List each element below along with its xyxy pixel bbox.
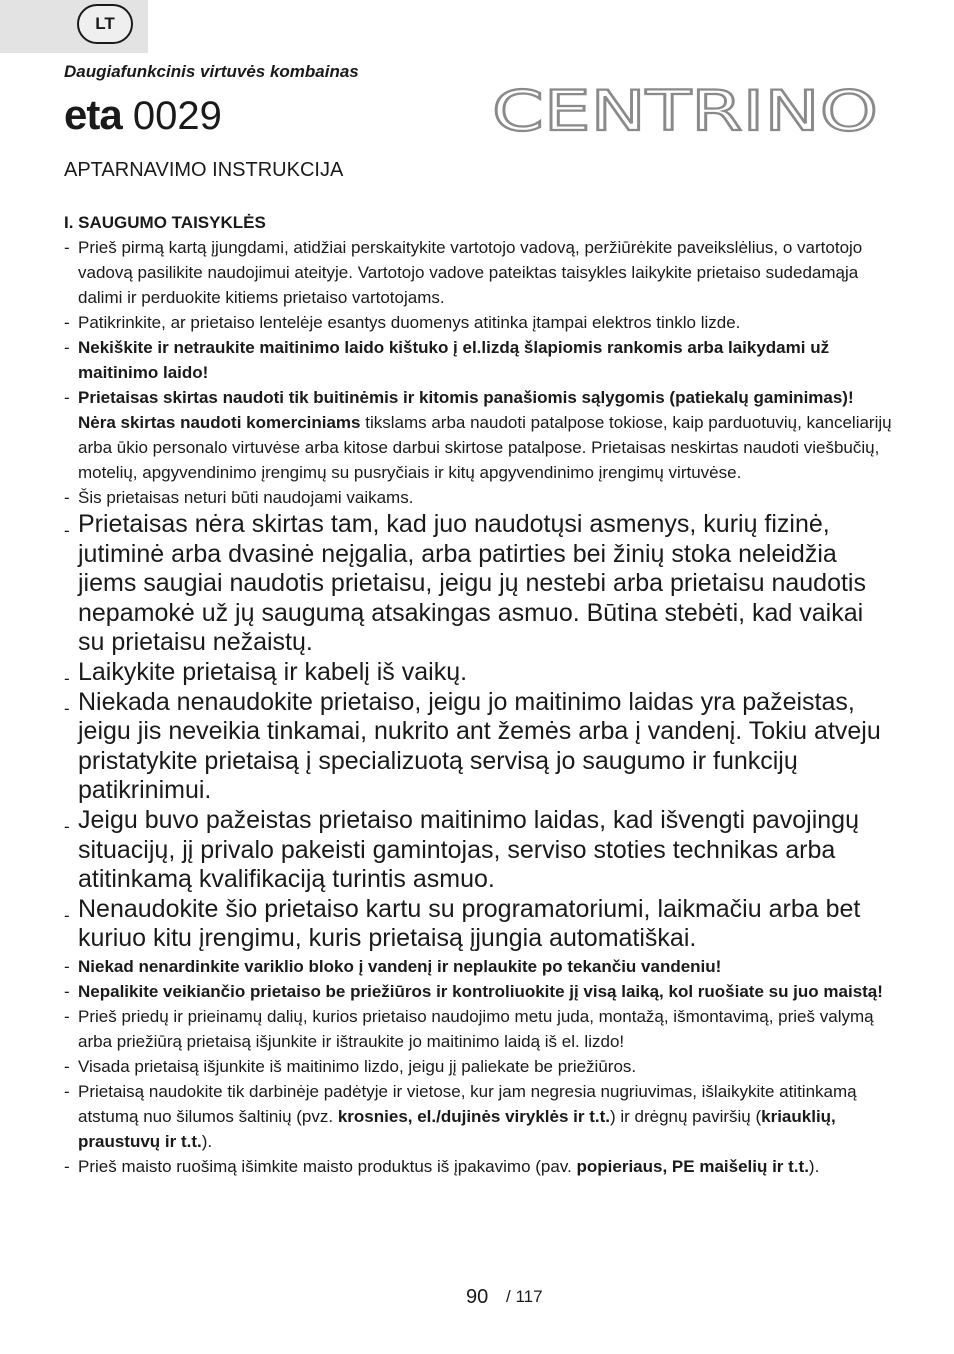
list-dash: - <box>64 1081 70 1101</box>
list-dash: - <box>64 388 70 407</box>
rule-text-bold: Nekiškite ir netraukite maitinimo laido kištuko į el.lizdą šlapiomis rankomis arba laikydami už maitinimo laido! <box>78 338 830 382</box>
safety-rule <box>64 310 894 335</box>
list-dash: - <box>64 313 70 332</box>
logo-text: CENTRINO <box>492 82 878 138</box>
safety-rule <box>64 335 894 385</box>
rule-text-bold: Prietaisas skirtas naudoti tik buitinėmis ir kitomis panašiomis sąlygomis (patiekalų gaminimas)! Nėra skirtas naudoti komerciniams <box>78 388 854 432</box>
rule-text: Prietaisas nėra skirtas tam, kad juo naudotųsi asmenys, kurių fizinė, jutiminė arba dvasinė neįgalia, arba patirties bei žinių stoka neleidžia jiems saugiai naudotis prietaisu, jeigu jų nestebi arba prietaisu naudotis nepamokė už jų saugumą atsakingas asmuo. Būtina stebėti, kad vaikai su prietaisu nežaistų. <box>78 510 866 657</box>
safety-rule <box>64 658 894 688</box>
safety-rule <box>64 485 894 510</box>
safety-rule <box>64 1054 894 1079</box>
safety-rule <box>64 1079 894 1154</box>
rule-text-bold: kriauklių, praustuvų ir t.t. <box>78 1106 836 1151</box>
rule-text: Šis prietaisas neturi būti naudojami vaikams. <box>78 488 414 507</box>
rule-text: ) ir drėgnų paviršių ( <box>609 1106 762 1126</box>
rule-text: Nenaudokite šio prietaiso kartu su programatoriumi, laikmačiu arba bet kuriuo kitu įrengimu, kuris prietaisą įjungia automatiškai. <box>78 894 861 953</box>
safety-list <box>64 235 894 1179</box>
list-dash: - <box>64 521 70 540</box>
page-total: / 117 <box>506 1287 543 1306</box>
list-dash: - <box>64 698 70 718</box>
section-title: I. SAUGUMO TAISYKLĖS <box>64 213 266 232</box>
language-badge: LT <box>77 4 133 44</box>
centrino-logo <box>490 82 880 138</box>
rule-text: Patikrinkite, ar prietaiso lentelėje esantys duomenys atitinka įtampai elektros tinklo lizde. <box>78 313 741 332</box>
rule-text-bold: Niekad nenardinkite variklio bloko į vandenį ir neplaukite po tekančiu vandeniu! <box>78 956 722 976</box>
rule-text: Prieš priedų ir prieinamų dalių, kurios prietaiso naudojimo metu juda, montažą, išmontavimą, prieš valymą arba priežiūrą prietaisą išjunkite ir ištraukite jo maitinimo laidą iš el. lizdo! <box>78 1006 874 1051</box>
safety-rule <box>64 235 894 310</box>
model-number: 0029 <box>132 94 222 138</box>
list-dash: - <box>64 1006 70 1026</box>
safety-rule <box>64 385 894 485</box>
rule-text: Prieš maisto ruošimą išimkite maisto produktus iš įpakavimo (pav. <box>78 1156 577 1176</box>
safety-rule <box>64 979 894 1004</box>
rule-text: Prietaisą naudokite tik darbinėje padėtyje ir vietose, kur jam negresia nugriuvimas, išlaikykite atitinkamą atstumą nuo šilumos šaltinių (pvz. <box>78 1081 857 1126</box>
safety-rule <box>64 954 894 979</box>
safety-section <box>64 210 894 1179</box>
rule-text-bold: popieriaus, PE maišelių ir t.t. <box>576 1156 809 1176</box>
page-number: 90 <box>466 1286 489 1308</box>
manual-title: APTARNAVIMO INSTRUKCIJA <box>64 159 344 181</box>
list-dash: - <box>64 981 70 1001</box>
safety-rule <box>64 1004 894 1054</box>
list-dash: - <box>64 338 70 357</box>
safety-rule <box>64 510 894 658</box>
language-tab <box>0 0 148 53</box>
safety-rule <box>64 1154 894 1179</box>
rule-text: ). <box>201 1131 213 1151</box>
list-dash: - <box>64 488 70 507</box>
brand-name: eta <box>64 91 122 138</box>
list-dash: - <box>64 905 70 925</box>
list-dash: - <box>64 238 70 257</box>
rule-text: Laikykite prietaisą ir kabelį iš vaikų. <box>78 657 468 686</box>
safety-rule <box>64 895 894 954</box>
rule-text: Visada prietaisą išjunkite iš maitinimo lizdo, jeigu jį paliekate be priežiūros. <box>78 1056 637 1076</box>
product-subtitle: Daugiafunkcinis virtuvės kombainas <box>64 62 359 81</box>
list-dash: - <box>64 1156 70 1176</box>
rule-text-bold: krosnies, el./dujinės viryklės ir t.t. <box>337 1106 610 1126</box>
safety-rule <box>64 688 894 806</box>
list-dash: - <box>64 956 70 976</box>
list-dash: - <box>64 1056 70 1076</box>
rule-text: tikslams arba naudoti patalpose tokiose, kaip parduotuvių, kanceliarijų arba ūkio personalo virtuvėse arba kitose darbui skirtose patalpose. Prietaisas neskirtas naudoti viešbučių, motelių, apgyvendinimo įrengimų su pusryčiais ir kitų apgyvendinimo įrengimų virtuvėse. <box>78 413 892 482</box>
safety-rule <box>64 806 894 895</box>
rule-text: Niekada nenaudokite prietaiso, jeigu jo maitinimo laidas yra pažeistas, jeigu jis neveikia tinkamai, nukrito ant žemės arba į vandenį. Tokiu atveju pristatykite prietaisą į specializuotą servisą jo saugumo ir funkcijų patikrinimui. <box>78 687 881 805</box>
rule-text: Jeigu buvo pažeistas prietaiso maitinimo laidas, kad išvengti pavojingų situacijų, jį privalo pakeisti gamintojas, serviso stoties technikas arba atitinkamą kvalifikaciją turintis asmuo. <box>78 805 859 894</box>
rule-text: Prieš pirmą kartą įjungdami, atidžiai perskaitykite vartotojo vadovą, peržiūrėkite paveikslėlius, o vartotojo vadovą pasilikite naudojimui ateityje. Vartotojo vadove pateiktas taisykles laikykite prietaiso sudedamąja dalimi ir perduokite kitiems prietaiso vartotojams. <box>78 238 863 307</box>
list-dash: - <box>64 668 70 688</box>
list-dash: - <box>64 816 70 836</box>
rule-text: ). <box>808 1156 820 1176</box>
model-heading <box>64 88 222 143</box>
rule-text-bold: Nepalikite veikiančio prietaiso be priežiūros ir kontroliuokite jį visą laiką, kol ruošiate su juo maistą! <box>78 981 883 1001</box>
